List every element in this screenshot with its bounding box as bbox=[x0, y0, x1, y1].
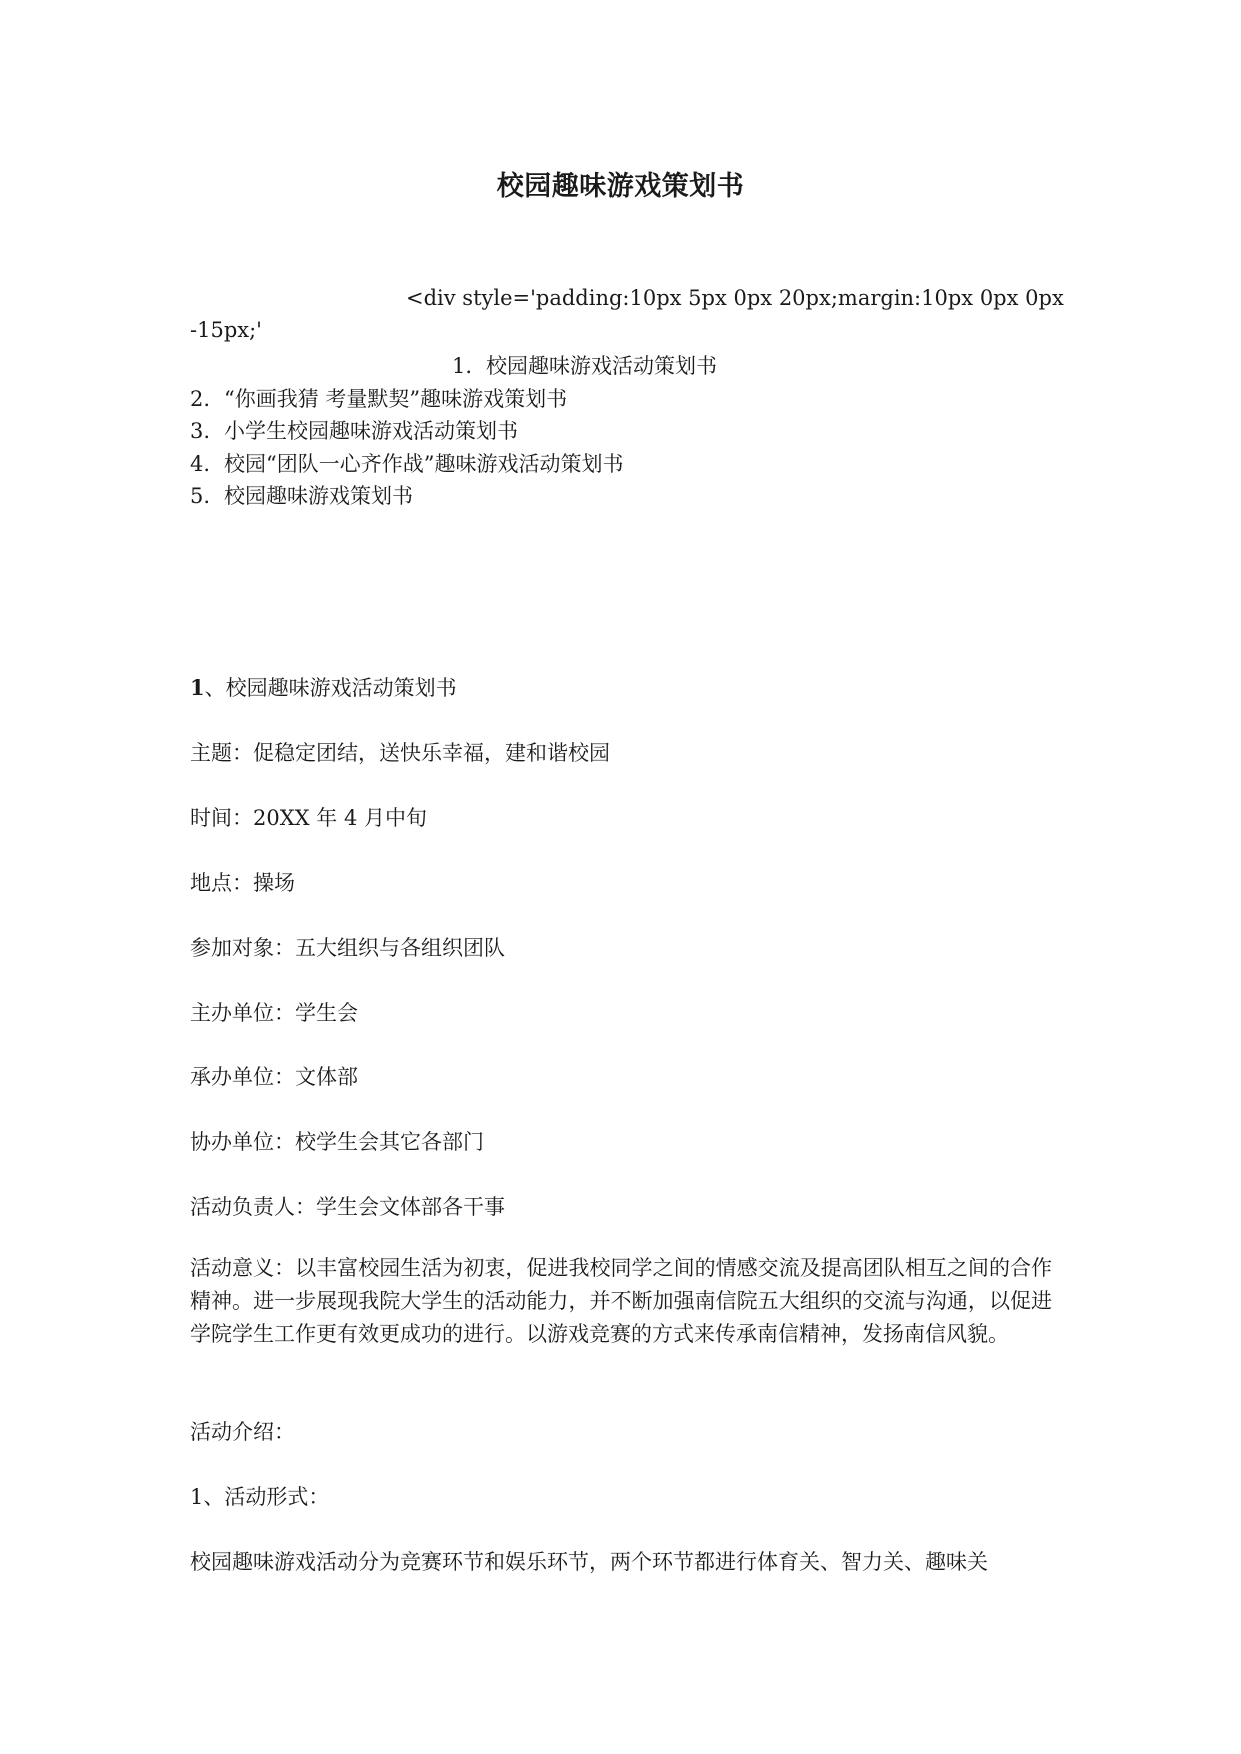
toc-item: 2. “你画我猜 考量默契”趣味游戏策划书 bbox=[190, 386, 568, 411]
field-leader: 活动负责人：学生会文体部各干事 bbox=[190, 1195, 505, 1219]
intro-label: 活动介绍： bbox=[190, 1420, 295, 1444]
form-label: 1、活动形式： bbox=[190, 1485, 330, 1509]
field-theme: 主题：促稳定团结，送快乐幸福，建和谐校园 bbox=[190, 741, 610, 765]
toc-item: 4. 校园“团队一心齐作战”趣味游戏活动策划书 bbox=[190, 451, 624, 476]
toc-item: 5. 校园趣味游戏策划书 bbox=[190, 484, 413, 508]
field-time: 时间：20XX 年 4 月中旬 bbox=[190, 806, 428, 830]
form-text: 校园趣味游戏活动分为竞赛环节和娱乐环节，两个环节都进行体育关、智力关、趣味关 bbox=[190, 1550, 988, 1574]
code-snippet-line-2: -15px;' bbox=[190, 318, 262, 342]
field-co-organizer: 协办单位：校学生会其它各部门 bbox=[190, 1130, 484, 1154]
field-place: 地点：操场 bbox=[190, 871, 295, 895]
significance-paragraph: 活动意义：以丰富校园生活为初衷，促进我校同学之间的情感交流及提高团队相互之间的合作精神。进一步展现我院大学生的活动能力，并不断加强南信院五大组织的交流与沟通，以促进学院学生工作更有效更成功的进行。以游戏竞赛的方式来传承南信精神，发扬南信风貌。 bbox=[190, 1256, 1052, 1346]
section-heading: 1、校园趣味游戏活动策划书 bbox=[190, 675, 457, 700]
field-organizer: 承办单位：文体部 bbox=[190, 1065, 358, 1089]
table-of-contents bbox=[190, 350, 1070, 513]
toc-item: 1. 校园趣味游戏活动策划书 bbox=[452, 354, 717, 378]
field-host: 主办单位：学生会 bbox=[190, 1001, 358, 1025]
toc-item: 3. 小学生校园趣味游戏活动策划书 bbox=[190, 419, 518, 443]
document-title: 校园趣味游戏策划书 bbox=[496, 171, 745, 202]
field-participants: 参加对象：五大组织与各组织团队 bbox=[190, 936, 505, 960]
code-snippet-line-1: <div style='padding:10px 5px 0px 20px;margin:10px 0px 0px bbox=[406, 286, 1064, 310]
